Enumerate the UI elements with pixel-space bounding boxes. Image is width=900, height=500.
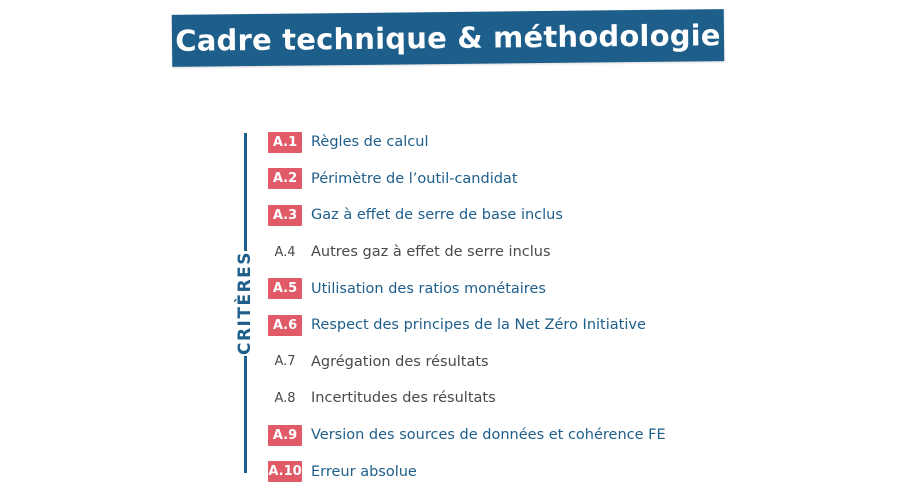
criterion-item bbox=[268, 234, 666, 271]
criterion-label: Agrégation des résultats bbox=[311, 353, 489, 370]
criterion-code-badge: A.9 bbox=[268, 425, 302, 446]
criterion-item bbox=[268, 124, 666, 161]
criterion-code-badge: A.1 bbox=[268, 132, 302, 153]
criterion-item bbox=[268, 307, 666, 344]
axis-line-bottom bbox=[244, 356, 247, 473]
criterion-label: Gaz à effet de serre de base inclus bbox=[311, 207, 563, 224]
criterion-item bbox=[268, 270, 666, 307]
criterion-code-badge: A.10 bbox=[268, 461, 302, 482]
axis-line-top bbox=[244, 133, 247, 251]
criterion-label: Incertitudes des résultats bbox=[311, 390, 496, 407]
criterion-item bbox=[268, 344, 666, 381]
criterion-item bbox=[268, 380, 666, 417]
criteria-list bbox=[268, 124, 666, 490]
criterion-item bbox=[268, 453, 666, 490]
criterion-code: A.7 bbox=[274, 354, 296, 370]
criterion-code-badge: A.3 bbox=[268, 205, 302, 226]
criterion-label: Version des sources de données et cohérence FE bbox=[311, 427, 666, 444]
criterion-code-badge: A.6 bbox=[268, 315, 302, 336]
criterion-label: Respect des principes de la Net Zéro Initiative bbox=[311, 317, 646, 334]
criteria-axis-label: CRITÈRES bbox=[235, 250, 255, 356]
page-title: Cadre technique & méthodologie bbox=[175, 18, 721, 58]
criterion-code: A.4 bbox=[274, 244, 296, 260]
criterion-label: Utilisation des ratios monétaires bbox=[311, 280, 546, 297]
criterion-label: Règles de calcul bbox=[311, 134, 429, 151]
criterion-label: Autres gaz à effet de serre inclus bbox=[311, 244, 551, 261]
title-banner bbox=[172, 9, 725, 67]
criterion-item bbox=[268, 161, 666, 198]
criterion-code-badge: A.5 bbox=[268, 278, 302, 299]
criterion-label: Périmètre de l’outil-candidat bbox=[311, 170, 518, 187]
criterion-code: A.8 bbox=[274, 390, 296, 406]
criterion-code-badge: A.2 bbox=[268, 168, 302, 189]
criterion-item bbox=[268, 197, 666, 234]
criterion-item bbox=[268, 417, 666, 454]
criterion-label: Erreur absolue bbox=[311, 463, 417, 480]
